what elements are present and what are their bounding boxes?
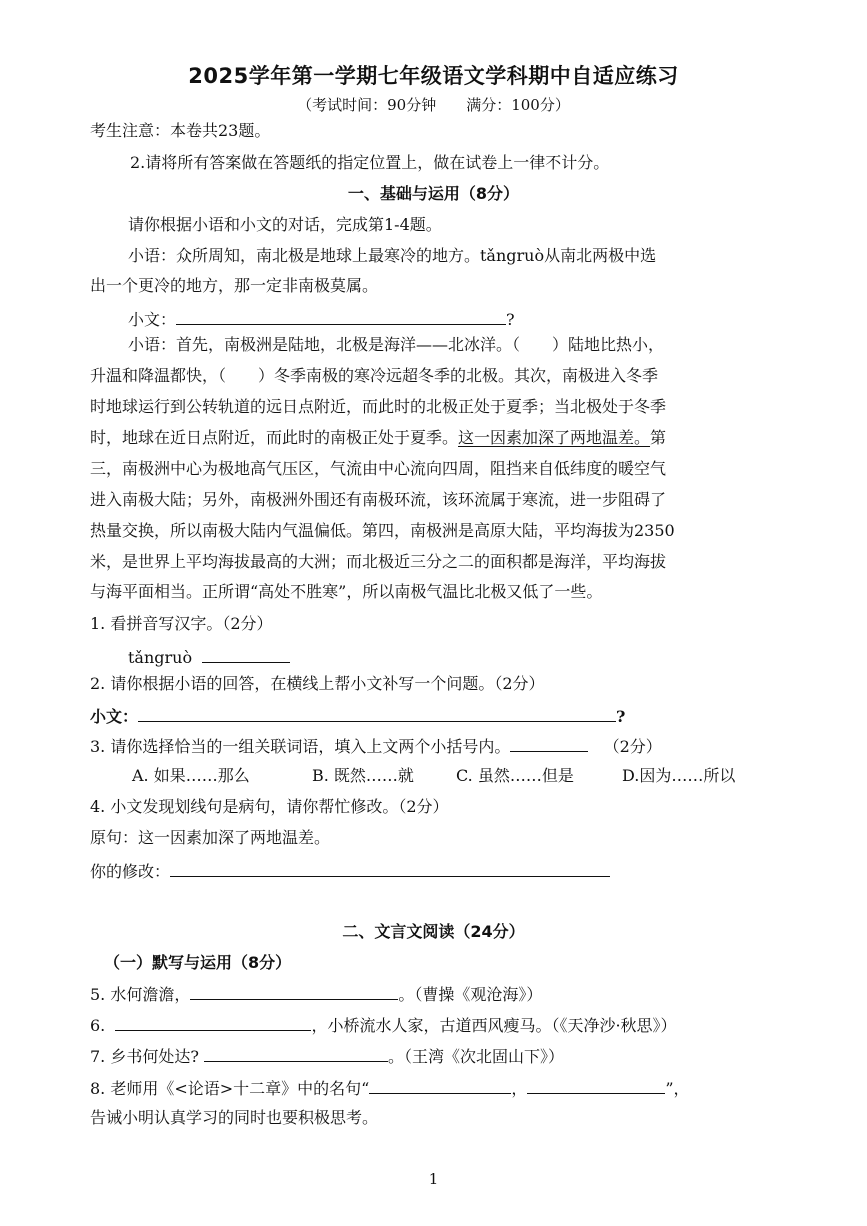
question-2-qmark: ? (616, 707, 626, 726)
question-3-score: （2分） (603, 737, 662, 756)
section-1-heading: 一、基础与运用（8分） (347, 184, 520, 203)
question-8-comma: ， (511, 1079, 528, 1098)
section-2-sub-1: （一）默写与运用（8分） (104, 953, 292, 972)
question-8-blank-2[interactable] (527, 1077, 665, 1094)
dialog-xiaowen-line (128, 308, 515, 330)
question-4-blank[interactable] (170, 860, 610, 877)
question-6-blank[interactable] (115, 1014, 311, 1031)
notice-line-1: 考生注意：本卷共23题。 (90, 121, 271, 140)
dialog-p3: 时地球运行到公转轨道的远日点附近，而此时的北极正处于夏季；当北极处于冬季 (90, 397, 667, 416)
question-2: 2. 请你根据小语的回答，在横线上帮小文补写一个问题。（2分） (90, 674, 545, 693)
dialog-p8: 米，是世界上平均海拔最高的大洲；而北极近三分之二的面积都是海洋，平均海拔 (90, 552, 667, 571)
question-7-blank[interactable] (204, 1045, 388, 1062)
dialog-xiaoyu-1a: 小语：众所周知，南北极是地球上最寒冷的地方。tǎngruò从南北两极中选 (128, 246, 657, 265)
question-6-text: ，小桥流水人家，古道西风瘦马。（《天净沙·秋思》） (311, 1016, 677, 1035)
question-8-text: 8. 老师用《<论语>十二章》中的名句“ (90, 1079, 370, 1098)
dialog-xiaoyu-1b: 出一个更冷的地方，那一定非南极莫属。 (90, 276, 379, 295)
question-5-text: 5. 水何澹澹， (90, 985, 191, 1004)
question-3 (90, 735, 662, 757)
dialog-p7: 热量交换，所以南极大陆内气温偏低。第四，南极洲是高原大陆，平均海拔为2350 (90, 521, 675, 540)
section-1-intro: 请你根据小语和小文的对话，完成第1-4题。 (128, 215, 442, 234)
question-4-answer-line (90, 860, 610, 882)
question-4-original: 原句：这一因素加深了两地温差。 (90, 828, 331, 847)
question-3-text: 3. 请你选择恰当的一组关联词语，填入上文两个小括号内。 (90, 737, 511, 756)
dialog-p4 (90, 428, 666, 448)
question-5-source: 。（曹操《观沧海》） (398, 985, 543, 1004)
dialog-p2: 升温和降温都快，（ ）冬季南极的寒冷远超冬季的北极。其次，南极进入冬季 (90, 366, 659, 385)
question-7-text: 7. 乡书何处达? (90, 1047, 199, 1066)
question-7 (90, 1045, 564, 1067)
question-1-answer-line (128, 646, 290, 668)
question-8-line-2: 告诫小明认真学习的同时也要积极思考。 (90, 1108, 379, 1127)
question-3-option-d[interactable]: D.因为……所以 (622, 766, 736, 785)
dialog-p1: 小语：首先，南极洲是陆地，北极是海洋——北冰洋。（ ）陆地比热小， (128, 335, 665, 354)
question-1-pinyin: tǎngruò (128, 648, 193, 667)
question-6 (90, 1014, 677, 1036)
dialog-p5: 三，南极洲中心为极地高气压区，气流由中心流向四周，阻挡来自低纬度的暖空气 (90, 459, 667, 478)
question-3-option-b[interactable]: B. 既然……就 (312, 766, 414, 785)
question-2-answer-line (90, 705, 625, 727)
question-3-blank[interactable] (510, 735, 588, 752)
exam-title: 2025学年第一学期七年级语文学科期中自适应练习 (188, 64, 679, 88)
notice-line-2: 2.请将所有答案做在答题纸的指定位置上，做在试卷上一律不计分。 (130, 153, 610, 172)
underlined-sentence: 这一因素加深了两地温差。 (458, 428, 651, 447)
question-8-close: ”， (665, 1079, 690, 1098)
question-7-source: 。（王湾《次北固山下》） (388, 1047, 565, 1066)
dialog-p4-b: 第 (650, 428, 667, 447)
question-8-blank-1[interactable] (369, 1077, 511, 1094)
page-number: 1 (428, 1170, 439, 1188)
question-5 (90, 983, 542, 1005)
question-4: 4. 小文发现划线句是病句，请你帮忙修改。（2分） (90, 797, 449, 816)
question-2-label: 小文： (90, 707, 139, 726)
exam-subtitle: （考试时间：90分钟 满分：100分） (297, 96, 570, 114)
question-5-blank[interactable] (190, 983, 398, 1000)
question-3-option-c[interactable]: C. 虽然……但是 (456, 766, 574, 785)
question-6-num: 6. (90, 1016, 106, 1035)
xiaowen-qmark: ? (506, 310, 515, 329)
question-1-blank[interactable] (202, 646, 290, 663)
dialog-p6: 进入南极大陆；另外，南极洲外围还有南极环流，该环流属于寒流，进一步阻碍了 (90, 490, 667, 509)
dialog-p9: 与海平面相当。正所谓“高处不胜寒”，所以南极气温比北极又低了一些。 (90, 582, 603, 601)
question-4-label: 你的修改： (90, 862, 171, 881)
xiaowen-label: 小文： (128, 310, 177, 329)
dialog-p4-a: 时，地球在近日点附近，而此时的南极正处于夏季。 (90, 428, 459, 447)
section-2-heading: 二、文言文阅读（24分） (342, 922, 525, 941)
question-2-blank[interactable] (138, 705, 616, 722)
question-8 (90, 1077, 690, 1099)
xiaowen-blank[interactable] (176, 308, 506, 325)
question-1: 1. 看拼音写汉字。（2分） (90, 614, 273, 633)
question-3-option-a[interactable]: A. 如果……那么 (132, 766, 250, 785)
